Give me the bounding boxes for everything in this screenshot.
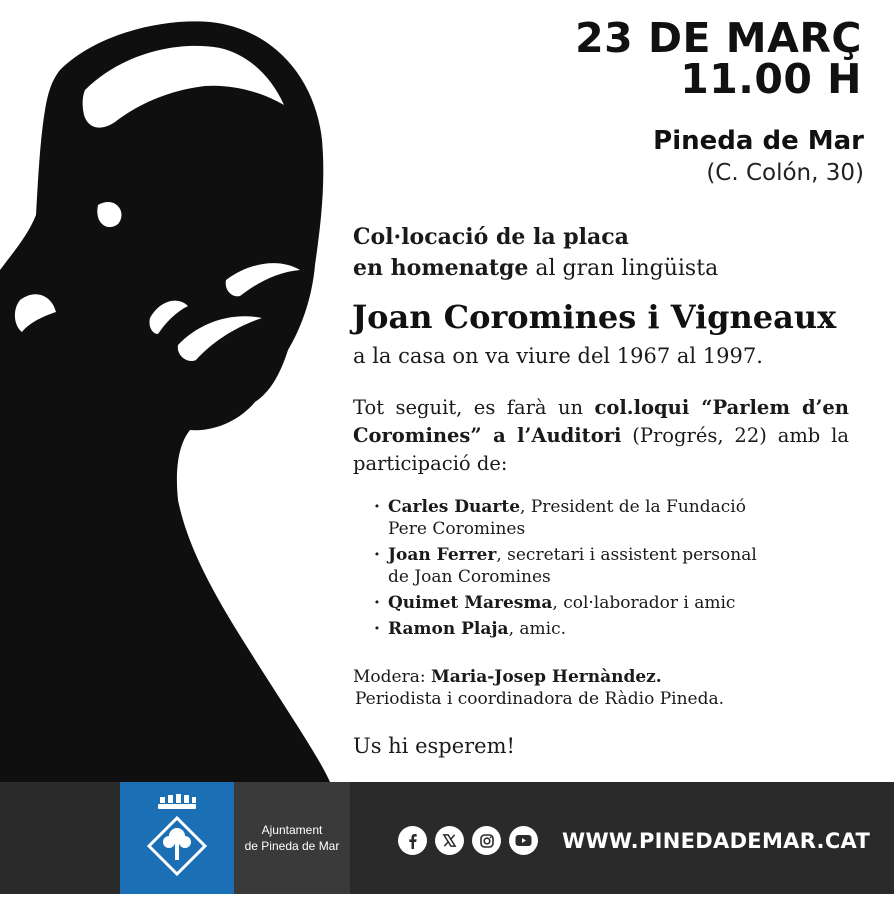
municipal-logo[interactable] <box>120 782 234 894</box>
event-time: 11.00 H <box>680 55 862 103</box>
event-address: (C. Colón, 30) <box>706 160 864 186</box>
participant-name: Carles Duarte <box>388 497 521 517</box>
participant-role: , President de la Fundació <box>520 497 746 517</box>
event-date: 23 DE MARÇ <box>575 14 862 62</box>
youtube-icon[interactable] <box>509 826 538 855</box>
intro-line2-rest: al gran lingüista <box>528 256 719 281</box>
participant-role: , secretari i assistent personal <box>496 545 757 565</box>
moderator-name: Maria-Josep Hernàndez. <box>430 667 662 687</box>
participant-role: , amic. <box>508 619 566 639</box>
instagram-icon[interactable] <box>472 826 501 855</box>
honoree-name: Joan Coromines i Vigneaux <box>352 298 837 336</box>
municipality-name <box>234 782 350 894</box>
closing-text: Us hi esperem! <box>353 734 515 758</box>
event-date-time <box>575 14 862 103</box>
colloqui-bold: col.loqui “Parlem d’en Coromines” a l’Auditori <box>353 396 849 447</box>
footer <box>0 782 894 894</box>
muni-line2: de Pineda de Mar <box>244 839 340 853</box>
house-text: a la casa on va viure del 1967 al 1997. <box>353 344 763 368</box>
social-links <box>398 826 538 855</box>
participant-role: , col·laborador i amic <box>552 593 736 613</box>
website-link[interactable]: WWW.PINEDADEMAR.CAT <box>562 829 871 853</box>
moderator-text <box>353 666 724 710</box>
list-item <box>372 496 812 540</box>
intro-text <box>353 222 718 284</box>
muni-line1: Ajuntament <box>261 823 323 837</box>
participant-name: Ramon Plaja <box>388 619 509 639</box>
x-icon[interactable] <box>435 826 464 855</box>
moderator-desc: Periodista i coordinadora de Ràdio Pineda. <box>355 689 725 709</box>
event-place: Pineda de Mar <box>653 126 864 156</box>
list-item <box>372 592 812 614</box>
facebook-icon[interactable] <box>398 826 427 855</box>
participant-role2: de Joan Coromines <box>388 567 551 587</box>
participant-name: Quimet Maresma <box>388 593 553 613</box>
participants-list <box>372 496 812 644</box>
portrait-illustration <box>0 0 360 782</box>
coat-of-arms-icon <box>120 782 234 894</box>
colloqui-text <box>353 394 849 478</box>
colloqui-text2: (Progrés, 22) amb la participació de: <box>353 424 849 475</box>
intro-line2-bold: en homenatge <box>353 255 529 281</box>
participant-role2: Pere Coromines <box>388 519 526 539</box>
intro-line1: Col·locació de la placa <box>353 224 629 250</box>
participant-name: Joan Ferrer <box>388 545 497 565</box>
colloqui-text1: Tot seguit, es farà un <box>353 396 595 419</box>
list-item <box>372 618 812 640</box>
list-item <box>372 544 812 588</box>
moderator-label: Modera: <box>353 667 431 687</box>
